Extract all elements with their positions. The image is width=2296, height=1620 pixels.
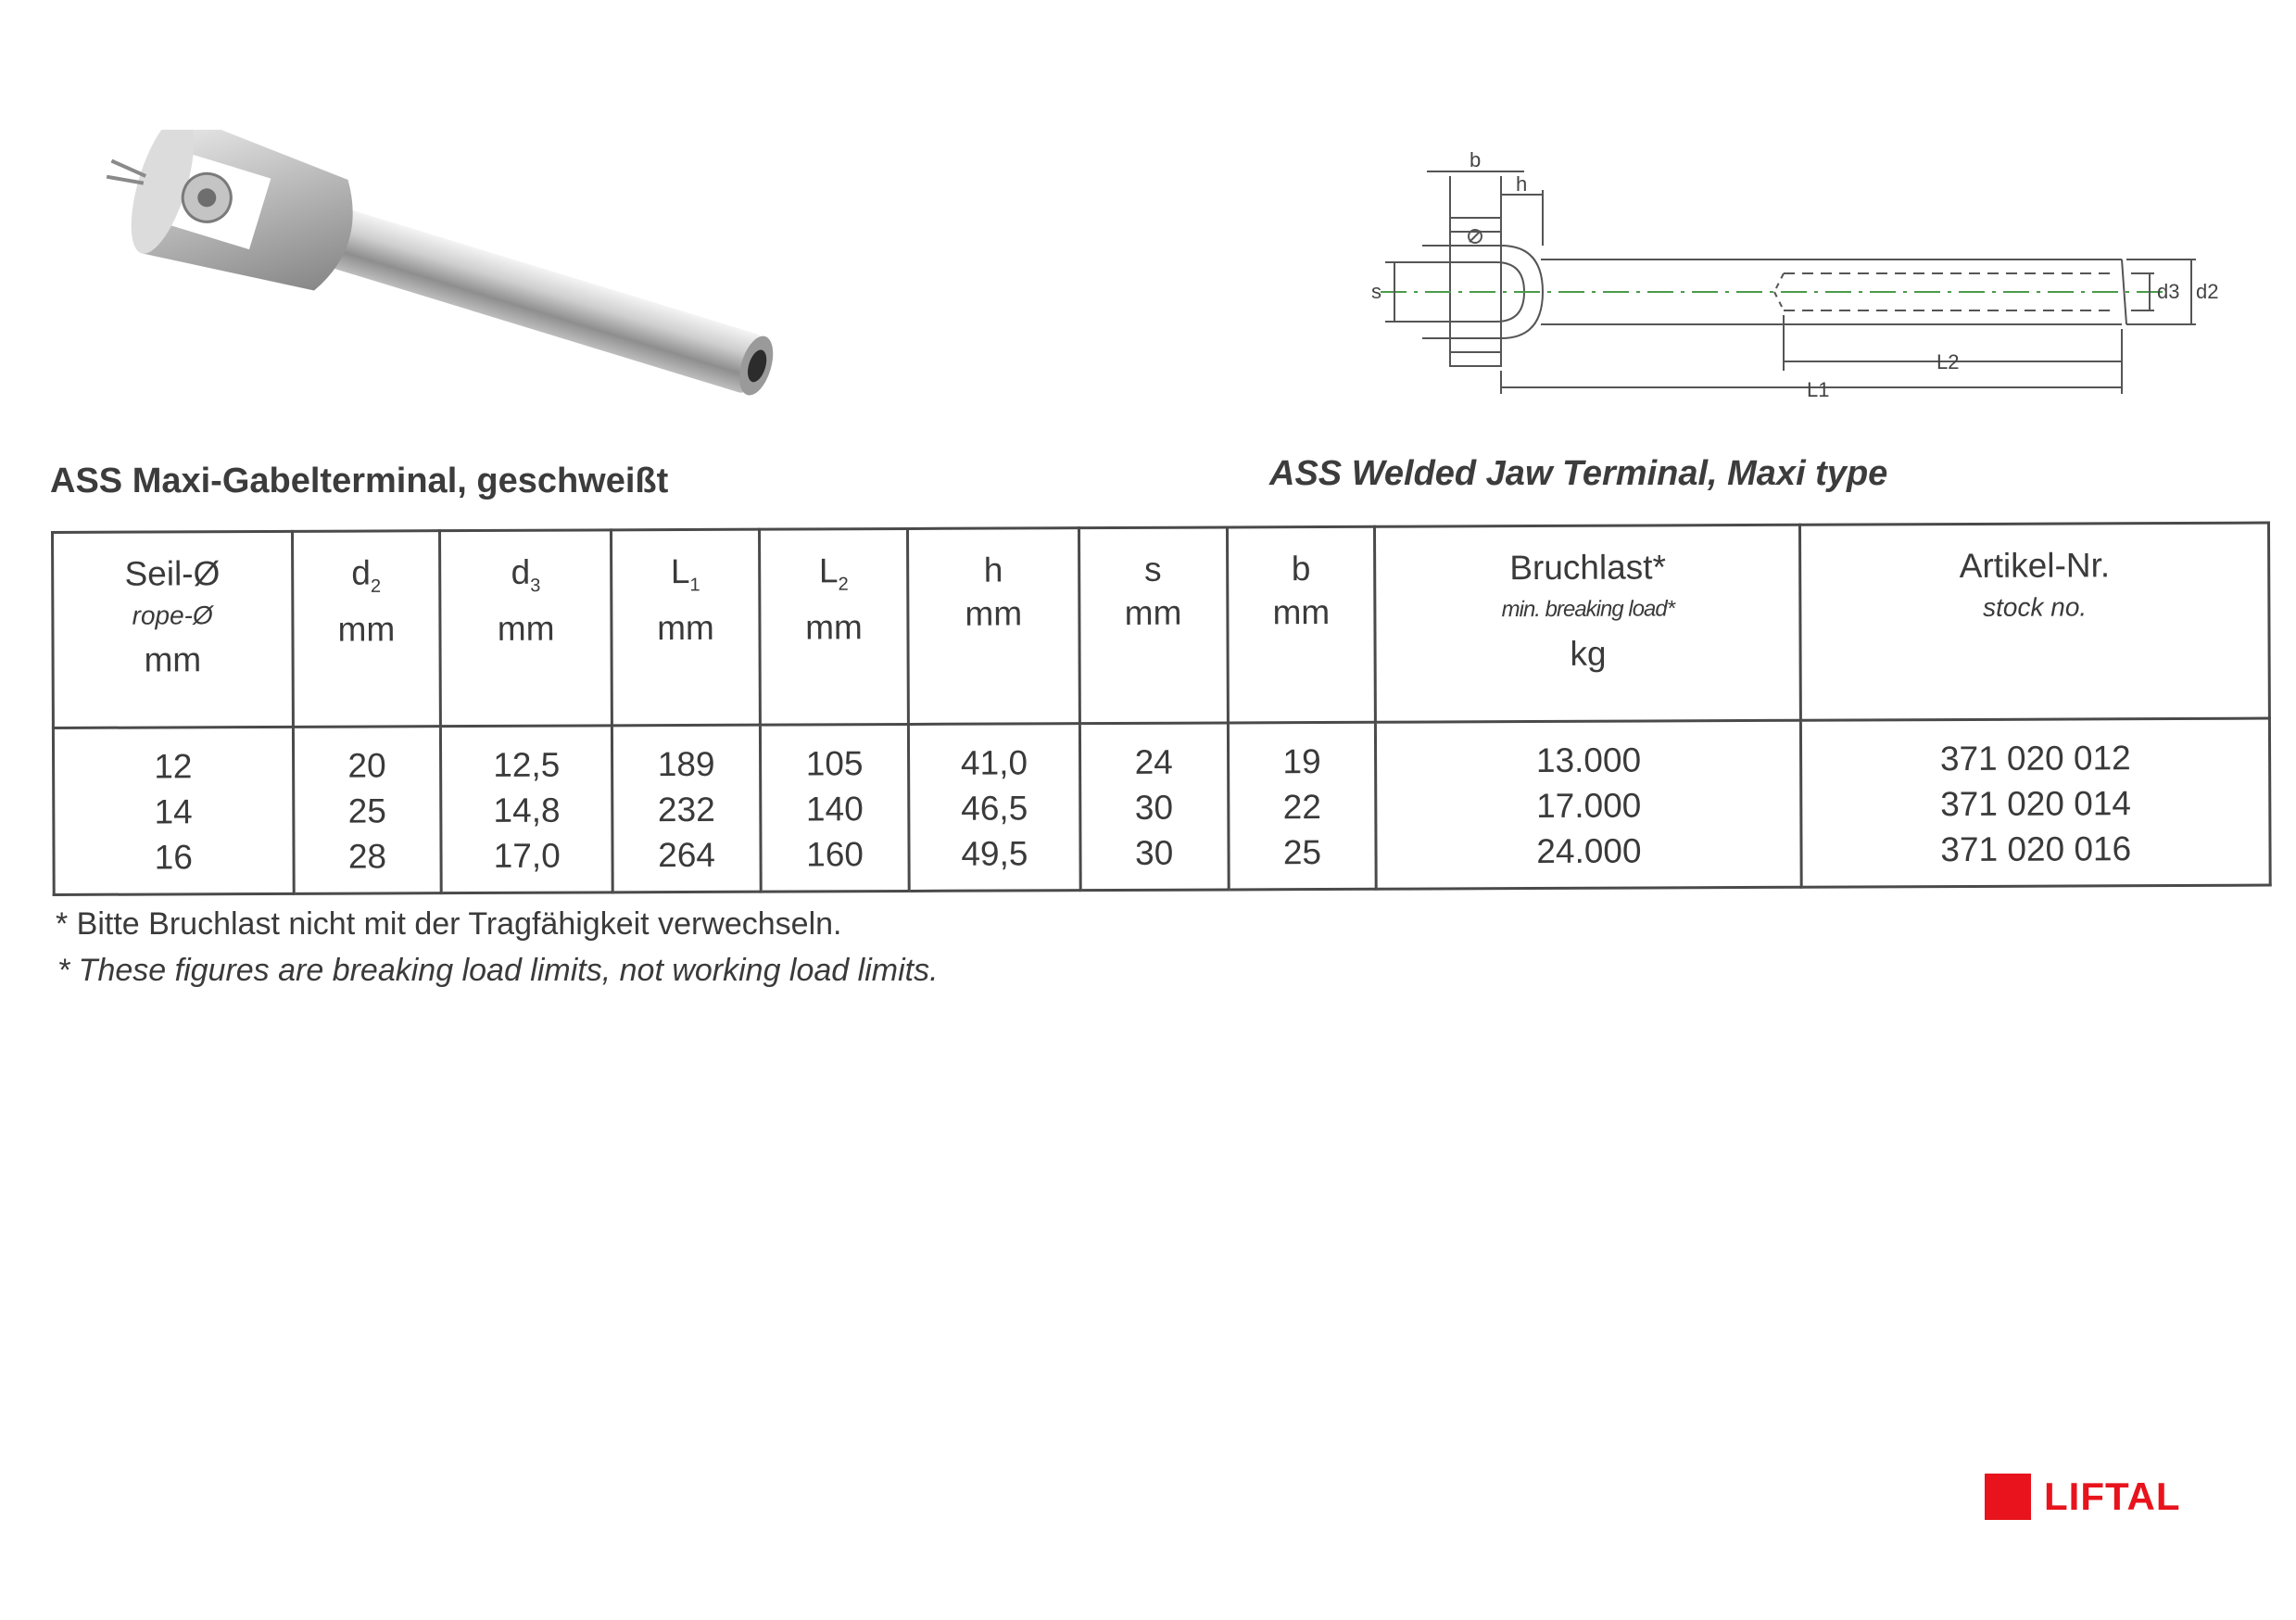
cell-value: 12,5 — [493, 745, 561, 784]
header-label-subscript: 1 — [689, 575, 700, 596]
cell-value: 16 — [154, 838, 193, 877]
cell-value: 49,5 — [961, 834, 1028, 873]
header-unit: mm — [1272, 592, 1331, 632]
table-row — [53, 718, 2270, 894]
header-unit: mm — [657, 609, 714, 648]
header-breaking-load — [1375, 525, 1801, 722]
header-label-subscript: 3 — [530, 576, 541, 597]
cell-b — [1228, 722, 1377, 890]
cell-l1 — [612, 725, 761, 892]
cell-value: 264 — [658, 835, 716, 875]
footnote-german: * Bitte Bruchlast nicht mit der Tragfähigkeit verwechseln. — [56, 906, 842, 942]
dim-label-s: s — [1371, 280, 1381, 303]
dim-label-l1: L1 — [1807, 378, 1830, 401]
cell-value: 25 — [1282, 833, 1322, 872]
header-unit: mm — [1124, 593, 1182, 632]
cell-value: 232 — [657, 790, 715, 829]
cell-breaking-load — [1376, 720, 1802, 889]
dim-label-d2: d2 — [2196, 280, 2219, 303]
dim-label-d3: d3 — [2157, 280, 2180, 303]
cell-value: 140 — [805, 790, 864, 829]
header-label: d — [511, 552, 531, 591]
header-label: Seil-Ø — [124, 554, 221, 593]
header-unit: mm — [805, 608, 863, 647]
header-label-subscript: 2 — [370, 576, 382, 597]
cell-h — [908, 724, 1079, 892]
header-d3 — [440, 530, 612, 727]
header-rope-diameter — [53, 531, 293, 728]
header-label: Bruchlast* — [1509, 548, 1667, 588]
cell-value: 30 — [1134, 788, 1174, 827]
header-l2 — [760, 528, 909, 725]
table-header-row — [53, 523, 2270, 728]
cell-value: 24 — [1134, 742, 1173, 781]
cell-value: 371 020 012 — [1939, 739, 2131, 778]
header-unit: kg — [1570, 634, 1607, 673]
brand-name: LIFTAL — [2044, 1474, 2181, 1518]
header-article-number — [1800, 523, 2269, 720]
cell-value: 28 — [347, 837, 387, 876]
cell-value: 20 — [347, 746, 386, 785]
footnote-english: * These figures are breaking load limits, not working load limits. — [57, 953, 939, 988]
header-unit: mm — [497, 610, 555, 649]
title-english: ASS Welded Jaw Terminal, Maxi type — [1269, 454, 1888, 493]
header-label: h — [983, 551, 1003, 589]
title-german: ASS Maxi-Gabelterminal, geschweißt — [50, 462, 669, 500]
cell-value: 160 — [806, 835, 864, 874]
cell-value: 22 — [1282, 788, 1321, 827]
header-label: s — [1143, 550, 1162, 589]
dim-label-h: h — [1516, 172, 1528, 196]
cell-value: 105 — [805, 744, 864, 783]
header-sublabel: stock no. — [1983, 592, 2088, 622]
spec-table — [51, 522, 2272, 896]
dim-label-l2: L2 — [1936, 350, 1960, 373]
cell-s — [1079, 723, 1229, 891]
header-unit: mm — [337, 610, 396, 650]
header-label-subscript: 2 — [838, 574, 849, 595]
header-unit: mm — [965, 594, 1023, 633]
product-photo — [93, 130, 815, 436]
cell-value: 30 — [1135, 833, 1174, 872]
cell-value: 371 020 014 — [1940, 784, 2132, 824]
cell-value: 14 — [154, 792, 193, 831]
cell-d3 — [441, 726, 612, 893]
header-sublabel: min. breaking load* — [1501, 596, 1675, 623]
header-label: L — [818, 551, 839, 590]
cell-value: 17.000 — [1536, 786, 1642, 826]
cell-value: 19 — [1282, 742, 1321, 781]
cell-d2 — [293, 727, 442, 894]
cell-value: 25 — [347, 791, 386, 830]
technical-drawing — [1371, 139, 2224, 417]
cell-value: 371 020 016 — [1940, 829, 2132, 869]
header-s — [1079, 527, 1228, 724]
cell-value: 12 — [154, 747, 193, 786]
cell-value: 41,0 — [960, 743, 1028, 782]
header-l1 — [612, 529, 761, 726]
header-label: d — [351, 553, 371, 592]
cell-value: 46,5 — [961, 789, 1028, 828]
header-unit: mm — [144, 640, 202, 679]
header-h — [908, 528, 1080, 725]
cell-value: 189 — [657, 744, 715, 784]
cell-value: 13.000 — [1535, 740, 1642, 780]
cell-value: 17,0 — [493, 836, 561, 875]
header-label: b — [1291, 550, 1311, 589]
cell-value: 14,8 — [493, 791, 561, 829]
cell-article-number — [1801, 718, 2270, 887]
cell-l2 — [760, 724, 909, 892]
cell-rope-diameter — [53, 727, 293, 894]
cell-value: 24.000 — [1536, 831, 1642, 871]
header-label: Artikel-Nr. — [1959, 546, 2111, 586]
brand-logo — [1985, 1474, 2181, 1520]
header-d2 — [292, 531, 441, 728]
header-b — [1227, 526, 1376, 723]
header-label: L — [670, 551, 690, 591]
brand-square-icon — [1985, 1474, 2031, 1520]
header-sublabel: rope-Ø — [132, 601, 213, 630]
dim-label-b: b — [1470, 148, 1482, 171]
